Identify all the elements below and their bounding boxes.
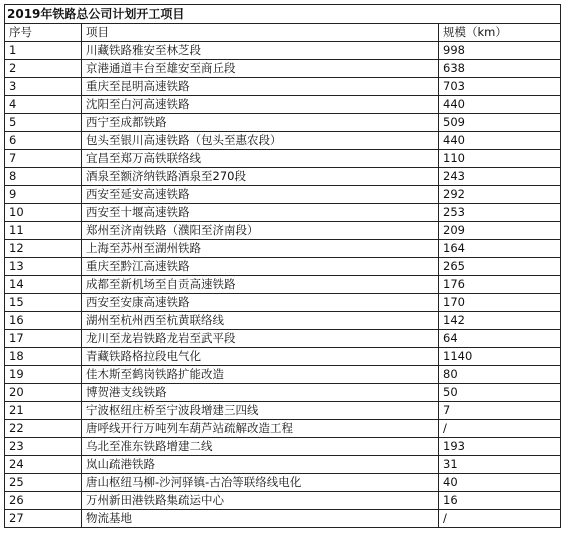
row-no: 12 [5,240,82,258]
row-scale: 703 [439,78,561,96]
row-no: 1 [5,42,82,60]
header-row [5,24,561,42]
row-scale: 164 [439,240,561,258]
row-scale: 638 [439,60,561,78]
row-project-name: 酒泉至额济纳铁路酒泉至270段 [82,168,439,186]
table-body [5,5,561,528]
row-project-name: 青藏铁路格拉段电气化 [82,348,439,366]
row-no: 16 [5,312,82,330]
row-scale: 209 [439,222,561,240]
document-page [4,4,560,528]
row-scale: 142 [439,312,561,330]
row-no: 11 [5,222,82,240]
row-project-name: 岚山疏港铁路 [82,456,439,474]
row-scale: 176 [439,276,561,294]
row-project-name: 佳木斯至鹤岗铁路扩能改造 [82,366,439,384]
row-no: 7 [5,150,82,168]
row-no: 20 [5,384,82,402]
table-row [5,348,561,366]
row-no: 22 [5,420,82,438]
row-scale: 16 [439,492,561,510]
row-project-name: 万州新田港铁路集疏运中心 [82,492,439,510]
row-no: 18 [5,348,82,366]
table-row [5,204,561,222]
row-project-name: 成都至新机场至自贡高速铁路 [82,276,439,294]
table-row [5,132,561,150]
row-scale: 509 [439,114,561,132]
row-project-name: 京港通道丰台至雄安至商丘段 [82,60,439,78]
row-project-name: 重庆至昆明高速铁路 [82,78,439,96]
table-row [5,456,561,474]
row-no: 8 [5,168,82,186]
row-no: 6 [5,132,82,150]
row-no: 17 [5,330,82,348]
table-row [5,42,561,60]
table-row [5,114,561,132]
row-scale: 253 [439,204,561,222]
row-scale: 170 [439,294,561,312]
table-row [5,510,561,528]
header-name: 项目 [82,24,439,42]
table-row [5,366,561,384]
row-no: 25 [5,474,82,492]
row-no: 26 [5,492,82,510]
row-project-name: 唐山枢纽马柳-沙河驿镇-古冶等联络线电化 [82,474,439,492]
table-row [5,294,561,312]
table-row [5,168,561,186]
table-row [5,420,561,438]
row-project-name: 包头至银川高速铁路（包头至惠农段） [82,132,439,150]
row-scale: 243 [439,168,561,186]
row-project-name: 宜昌至郑万高铁联络线 [82,150,439,168]
row-scale: 80 [439,366,561,384]
row-scale: 64 [439,330,561,348]
row-project-name: 湖州至杭州西至杭黄联络线 [82,312,439,330]
row-project-name: 乌北至准东铁路增建二线 [82,438,439,456]
row-no: 4 [5,96,82,114]
row-no: 21 [5,402,82,420]
row-scale: 50 [439,384,561,402]
row-no: 10 [5,204,82,222]
row-scale: 7 [439,402,561,420]
row-project-name: 西安至延安高速铁路 [82,186,439,204]
row-scale: 31 [439,456,561,474]
row-no: 9 [5,186,82,204]
project-table [4,4,561,528]
row-scale: 440 [439,96,561,114]
row-scale: / [439,420,561,438]
row-no: 5 [5,114,82,132]
table-row [5,402,561,420]
row-no: 19 [5,366,82,384]
table-row [5,492,561,510]
row-scale: 193 [439,438,561,456]
row-scale: 440 [439,132,561,150]
row-project-name: 沈阳至白河高速铁路 [82,96,439,114]
row-no: 24 [5,456,82,474]
row-scale: 265 [439,258,561,276]
row-no: 2 [5,60,82,78]
row-no: 23 [5,438,82,456]
table-row [5,222,561,240]
row-project-name: 川藏铁路雅安至林芝段 [82,42,439,60]
table-row [5,438,561,456]
row-scale: 292 [439,186,561,204]
row-scale: / [439,510,561,528]
row-project-name: 上海至苏州至湖州铁路 [82,240,439,258]
row-project-name: 郑州至济南铁路（濮阳至济南段） [82,222,439,240]
table-row [5,96,561,114]
table-row [5,150,561,168]
row-project-name: 博贺港支线铁路 [82,384,439,402]
table-row [5,240,561,258]
table-row [5,78,561,96]
table-row [5,330,561,348]
row-scale: 40 [439,474,561,492]
row-scale: 998 [439,42,561,60]
header-no: 序号 [5,24,82,42]
title-row [5,5,561,24]
row-project-name: 唐呼线开行万吨列车葫芦站疏解改造工程 [82,420,439,438]
row-project-name: 西安至十堰高速铁路 [82,204,439,222]
table-row [5,60,561,78]
header-scale: 规模（km） [439,24,561,42]
row-project-name: 宁波枢纽庄桥至宁波段增建三四线 [82,402,439,420]
table-row [5,312,561,330]
row-no: 27 [5,510,82,528]
row-scale: 1140 [439,348,561,366]
table-row [5,258,561,276]
row-no: 13 [5,258,82,276]
row-project-name: 重庆至黔江高速铁路 [82,258,439,276]
table-title: 2019年铁路总公司计划开工项目 [5,5,561,24]
row-project-name: 物流基地 [82,510,439,528]
row-project-name: 西宁至成都铁路 [82,114,439,132]
row-no: 3 [5,78,82,96]
table-row [5,276,561,294]
row-project-name: 西安至安康高速铁路 [82,294,439,312]
table-row [5,384,561,402]
row-scale: 110 [439,150,561,168]
row-no: 15 [5,294,82,312]
row-project-name: 龙川至龙岩铁路龙岩至武平段 [82,330,439,348]
table-row [5,186,561,204]
table-row [5,474,561,492]
row-no: 14 [5,276,82,294]
